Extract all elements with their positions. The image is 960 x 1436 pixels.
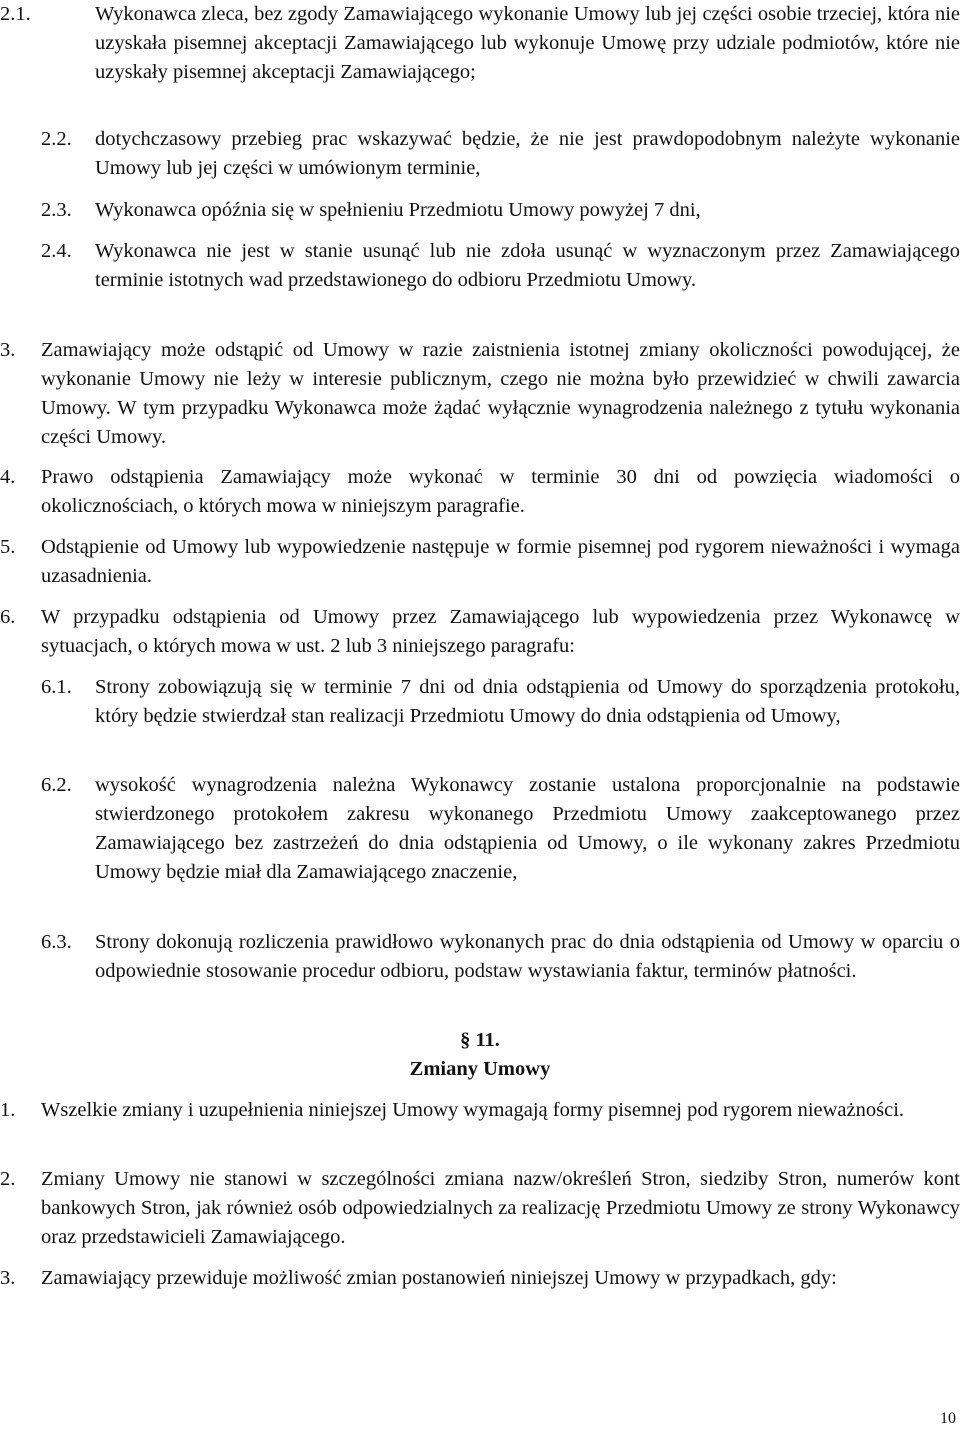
clause-6-1 (41, 673, 960, 731)
clause-2-3 (41, 196, 960, 225)
clause-text: Wszelkie zmiany i uzupełnienia niniejszej Umowy wymagają formy pisemnej pod rygorem nieważności. (41, 1099, 905, 1121)
clause-text: W przypadku odstąpienia od Umowy przez Zamawiającego lub wypowiedzenia przez Wykonawcę w sytuacjach, o których mowa w ust. 2 lub 3 niniejszego paragrafu: (41, 606, 960, 657)
amendment-clause-1 (0, 1096, 960, 1125)
clause-text: Strony zobowiązują się w terminie 7 dni od dnia odstąpienia od Umowy do sporządzenia protokołu, który będzie stwierdzał stan realizacji Przedmiotu Umowy do dnia odstąpienia od Umowy, (95, 676, 960, 727)
clause-6-2 (41, 771, 960, 887)
clause-text: Wykonawca zleca, bez zgody Zamawiającego wykonanie Umowy lub jej części osobie trzeciej, która nie uzyskała pisemnej akceptacji Zamawiającego lub wykonuje Umowę przy udziale podmiotów, które nie uzyskały pisemnej akceptacji Zamawiającego; (95, 3, 960, 83)
clause-number: 6.2. (41, 774, 72, 796)
clause-number: 3. (0, 339, 16, 361)
clause-number: 2.4. (41, 240, 72, 262)
clause-text: Zamawiający przewiduje możliwość zmian postanowień niniejszej Umowy w przypadkach, gdy: (41, 1267, 837, 1289)
clause-3 (0, 336, 960, 452)
section-title: Zmiany Umowy (409, 1058, 551, 1080)
clause-number: 6.1. (41, 676, 72, 698)
clause-2-1 (0, 0, 960, 87)
clause-number: 6. (0, 606, 16, 628)
clause-number: 3. (0, 1267, 16, 1289)
clause-number: 2.2. (41, 128, 72, 150)
clause-number: 5. (0, 536, 16, 558)
clause-number: 4. (0, 466, 16, 488)
clause-4 (0, 463, 960, 521)
clause-number: 2.1. (0, 3, 31, 25)
clause-text: dotychczasowy przebieg prac wskazywać będzie, że nie jest prawdopodobnym należyte wykonanie Umowy lub jej części w umówionym terminie, (95, 128, 960, 179)
clause-text: Strony dokonują rozliczenia prawidłowo wykonanych prac do dnia odstąpienia od Umowy w oparciu o odpowiednie stosowanie procedur odbioru, podstaw wystawiania faktur, terminów płatności. (95, 931, 960, 982)
clause-5 (0, 533, 960, 591)
clause-2-4 (41, 237, 960, 295)
clause-number: 2. (0, 1168, 16, 1190)
amendment-clause-2 (0, 1165, 960, 1252)
clause-text: Wykonawca opóźnia się w spełnieniu Przedmiotu Umowy powyżej 7 dni, (95, 199, 701, 221)
clause-text: Prawo odstąpienia Zamawiający może wykonać w terminie 30 dni od powzięcia wiadomości o okolicznościach, o których mowa w niniejszym paragrafie. (41, 466, 960, 517)
page-number: 10 (940, 1410, 956, 1427)
amendment-clause-3 (0, 1264, 960, 1293)
clause-text: Zamawiający może odstąpić od Umowy w razie zaistnienia istotnej zmiany okoliczności powodującej, że wykonanie Umowy nie leży w interesie publicznym, czego nie można było przewidzieć w chwili zawarcia Umowy. W tym przypadku Wykonawca może żądać wyłącznie wynagrodzenia należnego z tytułu wykonania części Umowy. (41, 339, 960, 448)
clause-text: Odstąpienie od Umowy lub wypowiedzenie następuje w formie pisemnej pod rygorem nieważności i wymaga uzasadnienia. (41, 536, 960, 587)
clause-2-2 (41, 125, 960, 183)
clause-number: 6.3. (41, 931, 72, 953)
section-number: § 11. (460, 1029, 500, 1051)
clause-number: 2.3. (41, 199, 72, 221)
clause-6-3 (41, 928, 960, 986)
clause-text: Zmiany Umowy nie stanowi w szczególności zmiana nazw/określeń Stron, siedziby Stron, numerów kont bankowych Stron, jak również osób odpowiedzialnych za realizację Przedmiotu Umowy ze strony Wykonawcy oraz przedstawicieli Zamawiającego. (41, 1168, 960, 1248)
clause-6 (0, 603, 960, 661)
clause-text: Wykonawca nie jest w stanie usunąć lub nie zdoła usunąć w wyznaczonym przez Zamawiającego terminie istotnych wad przedstawionego do odbioru Przedmiotu Umowy. (95, 240, 960, 291)
clause-text: wysokość wynagrodzenia należna Wykonawcy zostanie ustalona proporcjonalnie na podstawie stwierdzonego protokołem zakresu wykonanego Przedmiotu Umowy zaakceptowanego przez Zamawiającego bez zastrzeżeń do dnia odstąpienia od Umowy, o ile wykonany zakres Przedmiotu Umowy będzie miał dla Zamawiającego znaczenie, (95, 774, 960, 883)
clause-number: 1. (0, 1099, 16, 1121)
